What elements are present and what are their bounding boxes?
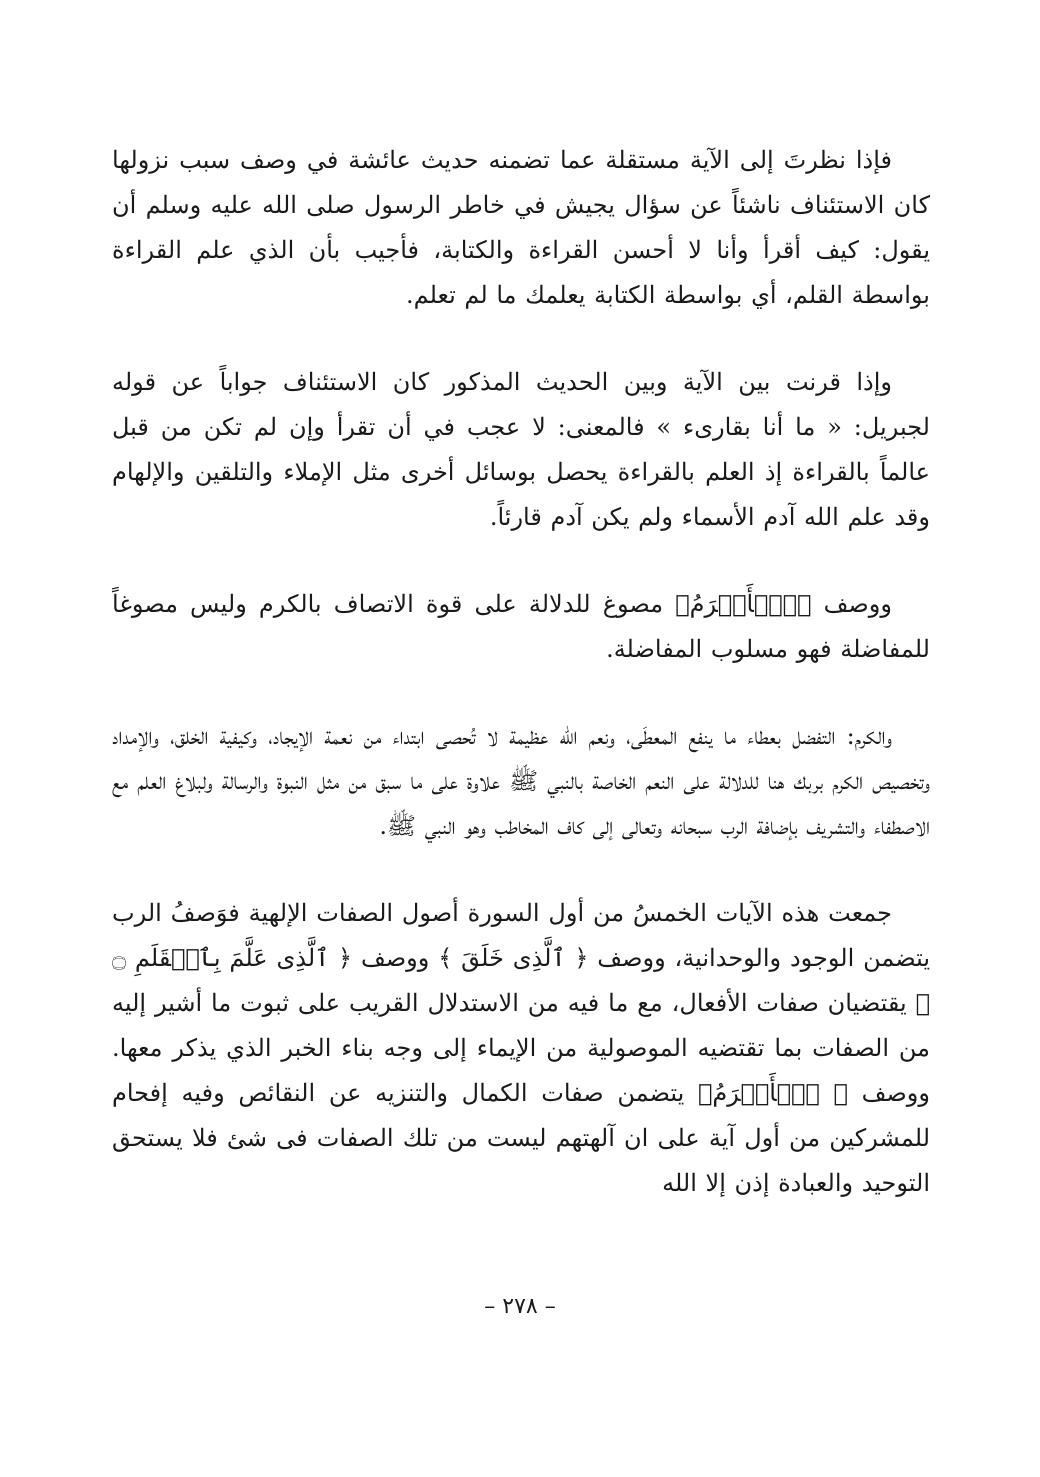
paragraph-2: وإذا قرنت بين الآية وبين الحديث المذكور كان الاستئناف جواباً عن قوله لجبريل: « ما أنا بقارىء » فالمعنى: لا عجب في أن تقرأ وإن لم تكن من قبل عالماً بالقراءة إذ العلم بالقراءة يحصل بوسائل أخرى مثل الإملاء والتلقين والإلهام وقد علم الله آدم الأسماء ولم يكن آدم قارئاً. [112, 368, 930, 531]
page-number: – ٢٧٨ – [484, 1294, 556, 1319]
paragraph-3: ووصف ﴿ٱلۡأَكۡرَمُ﴾ مصوغ للدلالة على قوة الاتصاف بالكرم وليس مصوغاً للمفاضلة فهو مسلوب المفاضلة. [112, 590, 930, 663]
paragraph-5: جمعت هذه الآيات الخمسُ من أول السورة أصول الصفات الإلهية فوَصفُ الرب يتضمن الوجود والوحدانية، ووصف ﴿ ٱلَّذِى خَلَقَ ﴾ ووصف ﴿ ٱلَّذِى عَلَّمَ بِٱلۡقَلَمِ ۝ ﴾ يقتضيان صفات الأفعال، مع ما فيه من الاستدلال القريب على ثبوت ما أشير إليه من الصفات بما تقتضيه الموصولية من الإيماء إلى وجه بناء الخبر الذي يذكر معها. ووصف ﴿ ٱلۡأَكۡرَمُ﴾ يتضمن صفات الكمال والتنزيه عن النقائص وفيه إفحام للمشركين من أول آية على ان آلهتهم ليست من تلك الصفات فى شئ فلا يستحق التوحيد والعبادة إذن إلا الله [112, 899, 931, 1197]
paragraph-1: فإذا نظرتَ إلى الآية مستقلة عما تضمنه حديث عائشة في وصف سبب نزولها كان الاستئناف ناشئاً عن سؤال يجيش في خاطر الرسول صلى الله عليه وسلم أن يقول: كيف أقرأ وأنا لا أحسن القراءة والكتابة، فأجيب بأن الذي علم القراءة بواسطة القلم، أي بواسطة الكتابة يعلمك ما لم تعلم. [112, 146, 930, 309]
paragraph-4: والكرم: التفضل بعطاء ما ينفع المعطَى، ونعم الله عظيمة لا تُحصى ابتداء من نعمة الإيجاد، وكيفية الخلق، والإمداد وتخصيص الكرم بربك هنا للدلالة على النعم الخاصة بالنبي ﷺ علاوة على ما سبق من مثل النبوة والرسالة ولبلاغ العلم مع الاصطفاء والتشريف بإضافة الرب سبحانه وتعالى إلى كاف المخاطب وهو النبي ﷺ. [112, 722, 930, 840]
document-page [112, 138, 930, 1206]
